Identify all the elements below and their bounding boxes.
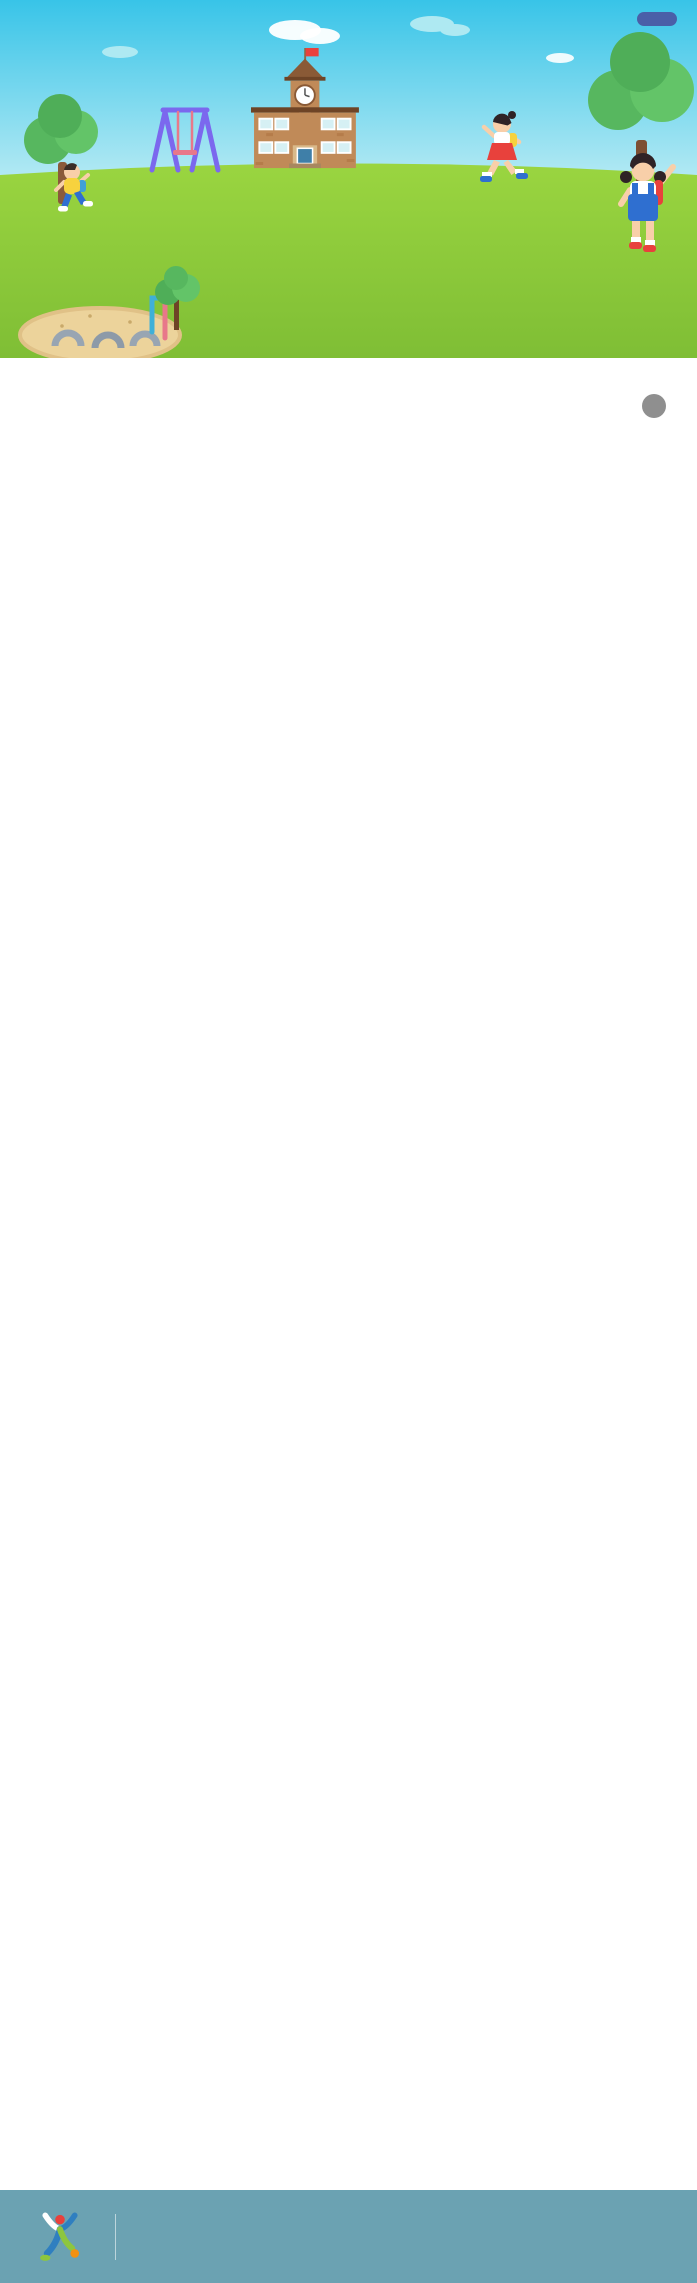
hero-banner bbox=[0, 0, 697, 358]
korea-map bbox=[0, 1290, 697, 2190]
section1-header bbox=[24, 394, 673, 418]
kedi-logo-icon bbox=[34, 2212, 86, 2262]
region-map-section bbox=[0, 1290, 697, 2190]
year-comparison bbox=[635, 394, 673, 418]
statistical-brief-badge bbox=[637, 12, 677, 26]
footer bbox=[0, 2190, 697, 2283]
footer-divider bbox=[115, 2214, 116, 2260]
vs-icon bbox=[642, 394, 666, 418]
kedi-logo bbox=[34, 2212, 95, 2262]
subtitle-overall bbox=[24, 1050, 28, 1072]
hero-illustration bbox=[0, 0, 697, 358]
subtitle-region bbox=[24, 1264, 28, 1286]
